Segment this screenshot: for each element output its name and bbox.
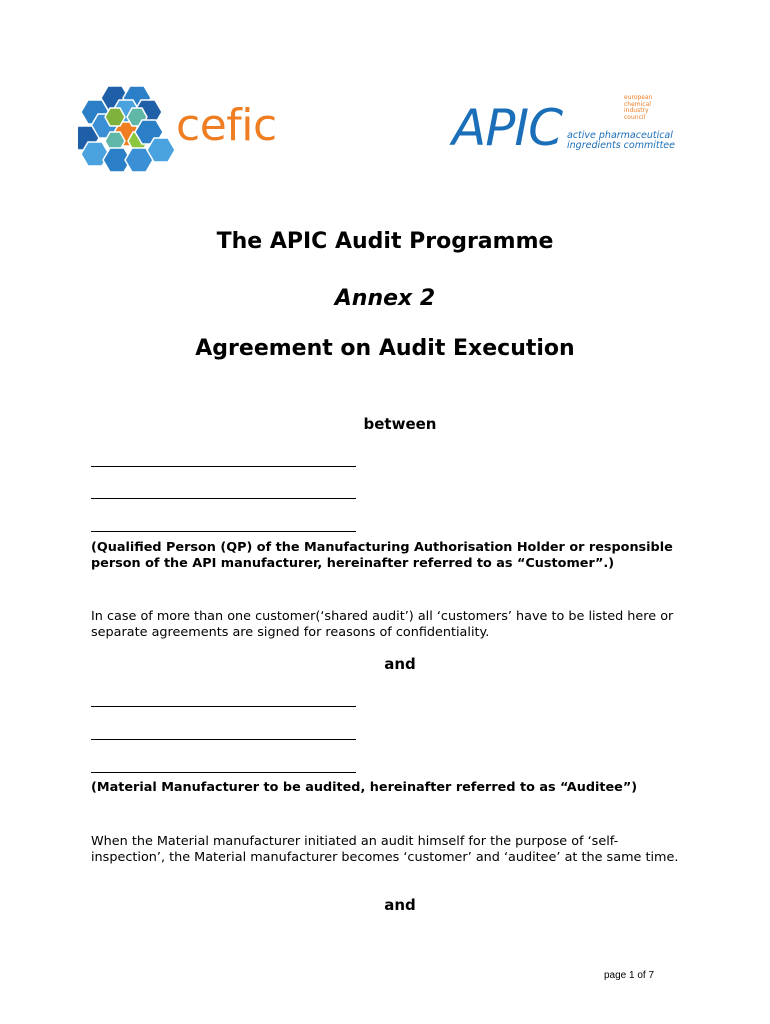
apic-small-text xyxy=(624,95,674,121)
and-label: and xyxy=(384,896,416,914)
cefic-wordmark: cefic xyxy=(176,100,277,151)
shared-audit-text: In case of more than one customer(‘shared audit’) all ‘customers’ have to be listed here or separate agreements are signed for reasons of confidentiality. xyxy=(91,609,674,640)
apic-tagline-line: ingredients committee xyxy=(567,140,675,151)
apic-wordmark: APIC xyxy=(452,99,563,157)
self-inspection-text: When the Material manufacturer initiated an audit himself for the purpose of ‘self-inspection’, the Material manufacturer becomes ‘customer’ and ‘auditee’ at the same time. xyxy=(91,834,679,865)
document-title: The APIC Audit Programme xyxy=(216,229,554,254)
and-label: and xyxy=(384,655,416,673)
apic-small-line: european xyxy=(624,94,653,101)
auditee-signature-line xyxy=(91,706,356,707)
apic-small-line: chemical industry xyxy=(624,100,651,114)
auditee-signature-line xyxy=(91,739,356,740)
customer-signature-line xyxy=(91,498,356,499)
apic-small-line: council xyxy=(624,113,646,121)
customer-signature-line xyxy=(91,466,356,467)
customer-note: (Qualified Person (QP) of the Manufacturing Authorisation Holder or responsible person of the API manufacturer, hereinafter referred to as “Customer”.) xyxy=(91,540,673,571)
auditee-signature-line xyxy=(91,772,356,773)
apic-tagline-line: active pharmaceutical xyxy=(567,130,673,141)
apic-tagline xyxy=(567,131,675,151)
cefic-logo xyxy=(78,86,318,176)
customer-signature-line xyxy=(91,531,356,532)
page-number: page 1 of 7 xyxy=(604,970,655,981)
annex-label: Annex 2 xyxy=(334,286,436,311)
document-subtitle: Agreement on Audit Execution xyxy=(195,336,575,361)
between-label: between xyxy=(363,415,437,433)
auditee-note: (Material Manufacturer to be audited, hereinafter referred to as “Auditee”) xyxy=(91,780,638,795)
cefic-hexagon-icon xyxy=(78,86,178,176)
apic-logo xyxy=(452,95,702,165)
